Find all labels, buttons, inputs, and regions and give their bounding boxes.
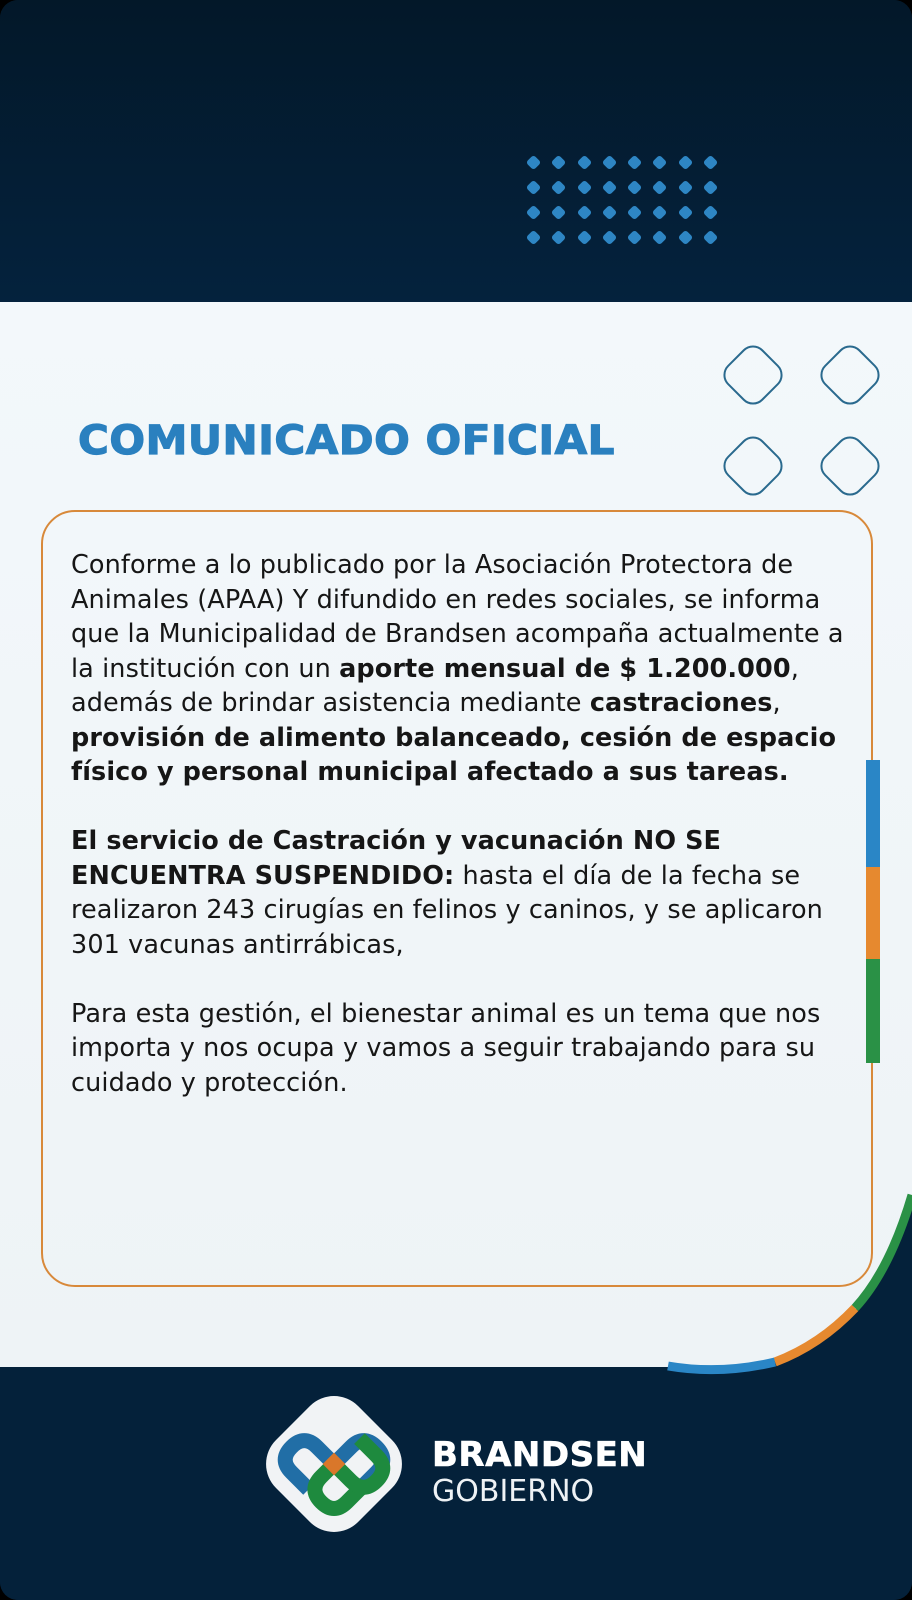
page-title: COMUNICADO OFICIAL — [78, 418, 615, 464]
brand-wordmark — [432, 1436, 647, 1510]
text-span: Para esta gestión, el bienestar animal es un tema que nos importa y nos ocupa y vamos a seguir trabajando para su cuidado y protección. — [71, 998, 821, 1098]
text-span: hasta el día de la fecha se realizaron 243 cirugías en felinos y caninos, y se aplicaron 301 vacunas antirrábicas, — [71, 860, 823, 960]
highlight-contribution: aporte mensual de $ 1.200.000 — [339, 653, 791, 684]
brandsen-logo-icon — [248, 1378, 420, 1550]
text-span: , — [772, 688, 781, 718]
highlight-castrations: castraciones — [589, 688, 773, 718]
message-body — [71, 548, 861, 1135]
paragraph-service-status — [71, 824, 861, 962]
highlight-not-suspended: El servicio de Castración y vacunación NO SE ENCUENTRA SUSPENDIDO: — [71, 826, 722, 891]
paragraph-closing — [71, 997, 861, 1101]
brand-subtitle: GOBIERNO — [432, 1474, 595, 1509]
paragraph-support — [71, 548, 861, 790]
accent-bar-orange — [866, 867, 880, 959]
brand-name: BRANDSEN — [432, 1435, 648, 1475]
accent-bar-green — [866, 959, 880, 1063]
text-span: , además de brindar asistencia mediante — [71, 653, 799, 718]
text-span: Conforme a lo publicado por la Asociación Protectora de Animales (APAA) Y difundido en redes sociales, se informa que la Municipalidad de Brandsen acompaña actualmente a la institución con un — [71, 550, 844, 684]
accent-bar-blue — [866, 760, 880, 867]
highlight-services: provisión de alimento balanceado, cesión de espacio físico y personal municipal afectado a sus tareas. — [71, 722, 837, 787]
